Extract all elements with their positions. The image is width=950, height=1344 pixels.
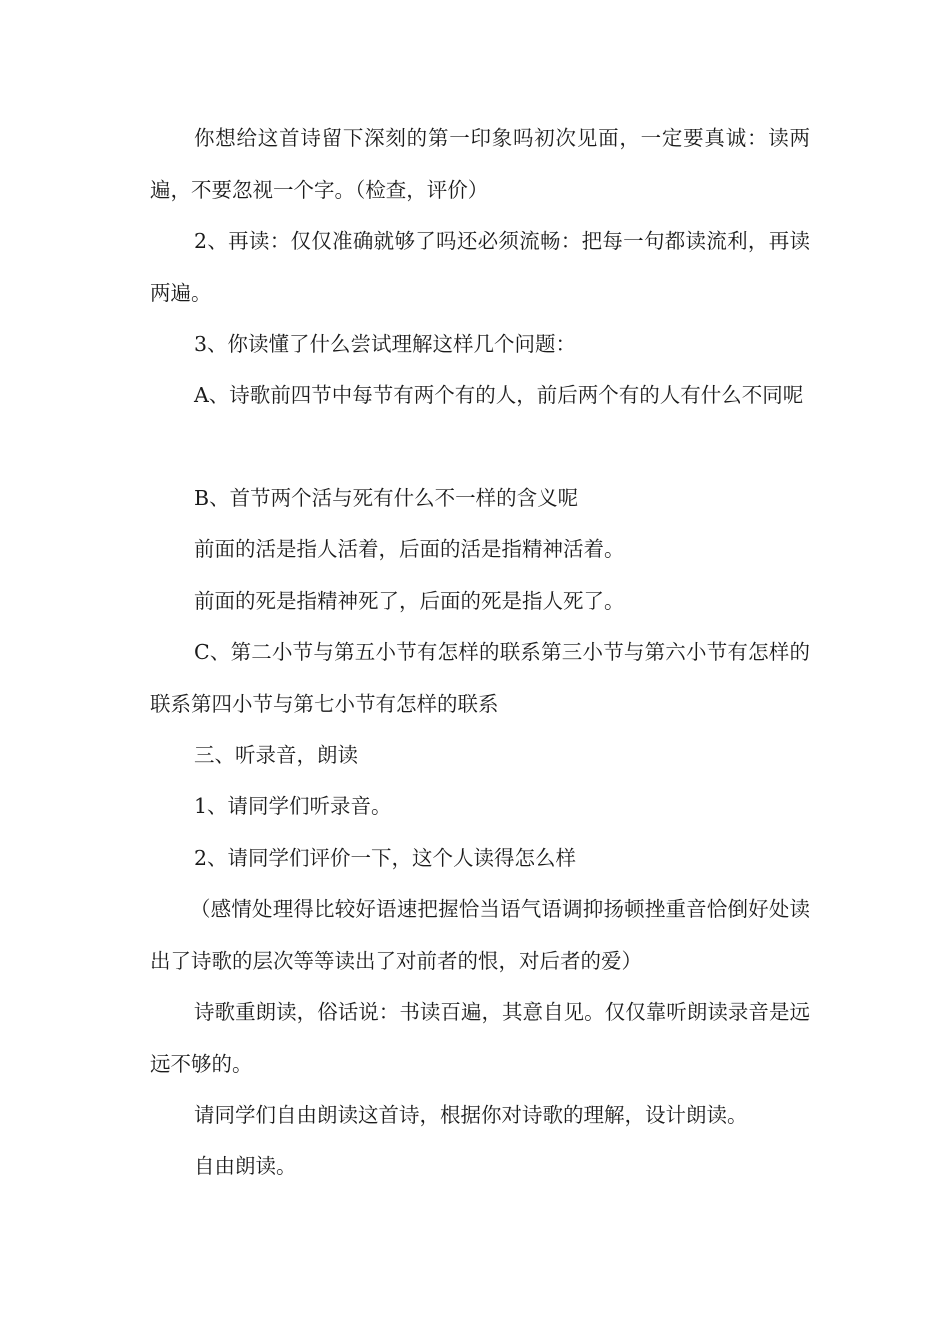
paragraph-free-reading: 自由朗读。 <box>194 1154 297 1178</box>
paragraph-evaluation-notes: （感情处理得比较好语速把握恰当语气语调抑扬顿挫重音恰倒好处读出了诗歌的层次等等读出了对前者的恨，对后者的爱） <box>150 897 810 973</box>
paragraph-questions-intro: 3、你读懂了什么尝试理解这样几个问题： <box>194 332 577 356</box>
paragraph-listen-step-1: 1、请同学们听录音。 <box>194 794 392 818</box>
paragraph-answer-live: 前面的活是指人活着，后面的活是指精神活着。 <box>194 537 625 561</box>
paragraph-listen-step-2: 2、请同学们评价一下，这个人读得怎么样 <box>194 846 577 870</box>
paragraph-reread: 2、再读：仅仅准确就够了吗还必须流畅：把每一句都读流利，再读两遍。 <box>150 229 810 305</box>
paragraph-question-b: B、首节两个活与死有什么不一样的含义呢 <box>194 486 579 510</box>
paragraph-reading-emphasis: 诗歌重朗读，俗话说：书读百遍，其意自见。仅仅靠听朗读录音是远远不够的。 <box>150 1000 810 1076</box>
paragraph-first-impression: 你想给这首诗留下深刻的第一印象吗初次见面，一定要真诚：读两遍，不要忽视一个字。（检查，评价） <box>150 126 810 202</box>
paragraph-question-a: A、诗歌前四节中每节有两个有的人，前后两个有的人有什么不同呢 <box>194 383 804 407</box>
section-heading-listen: 三、听录音，朗读 <box>194 743 358 767</box>
paragraph-answer-death: 前面的死是指精神死了，后面的死是指人死了。 <box>194 589 625 613</box>
paragraph-free-reading-instruction: 请同学们自由朗读这首诗，根据你对诗歌的理解，设计朗读。 <box>194 1103 748 1127</box>
paragraph-question-c: C、第二小节与第五小节有怎样的联系第三小节与第六小节有怎样的联系第四小节与第七小节有怎样的联系 <box>150 640 810 716</box>
